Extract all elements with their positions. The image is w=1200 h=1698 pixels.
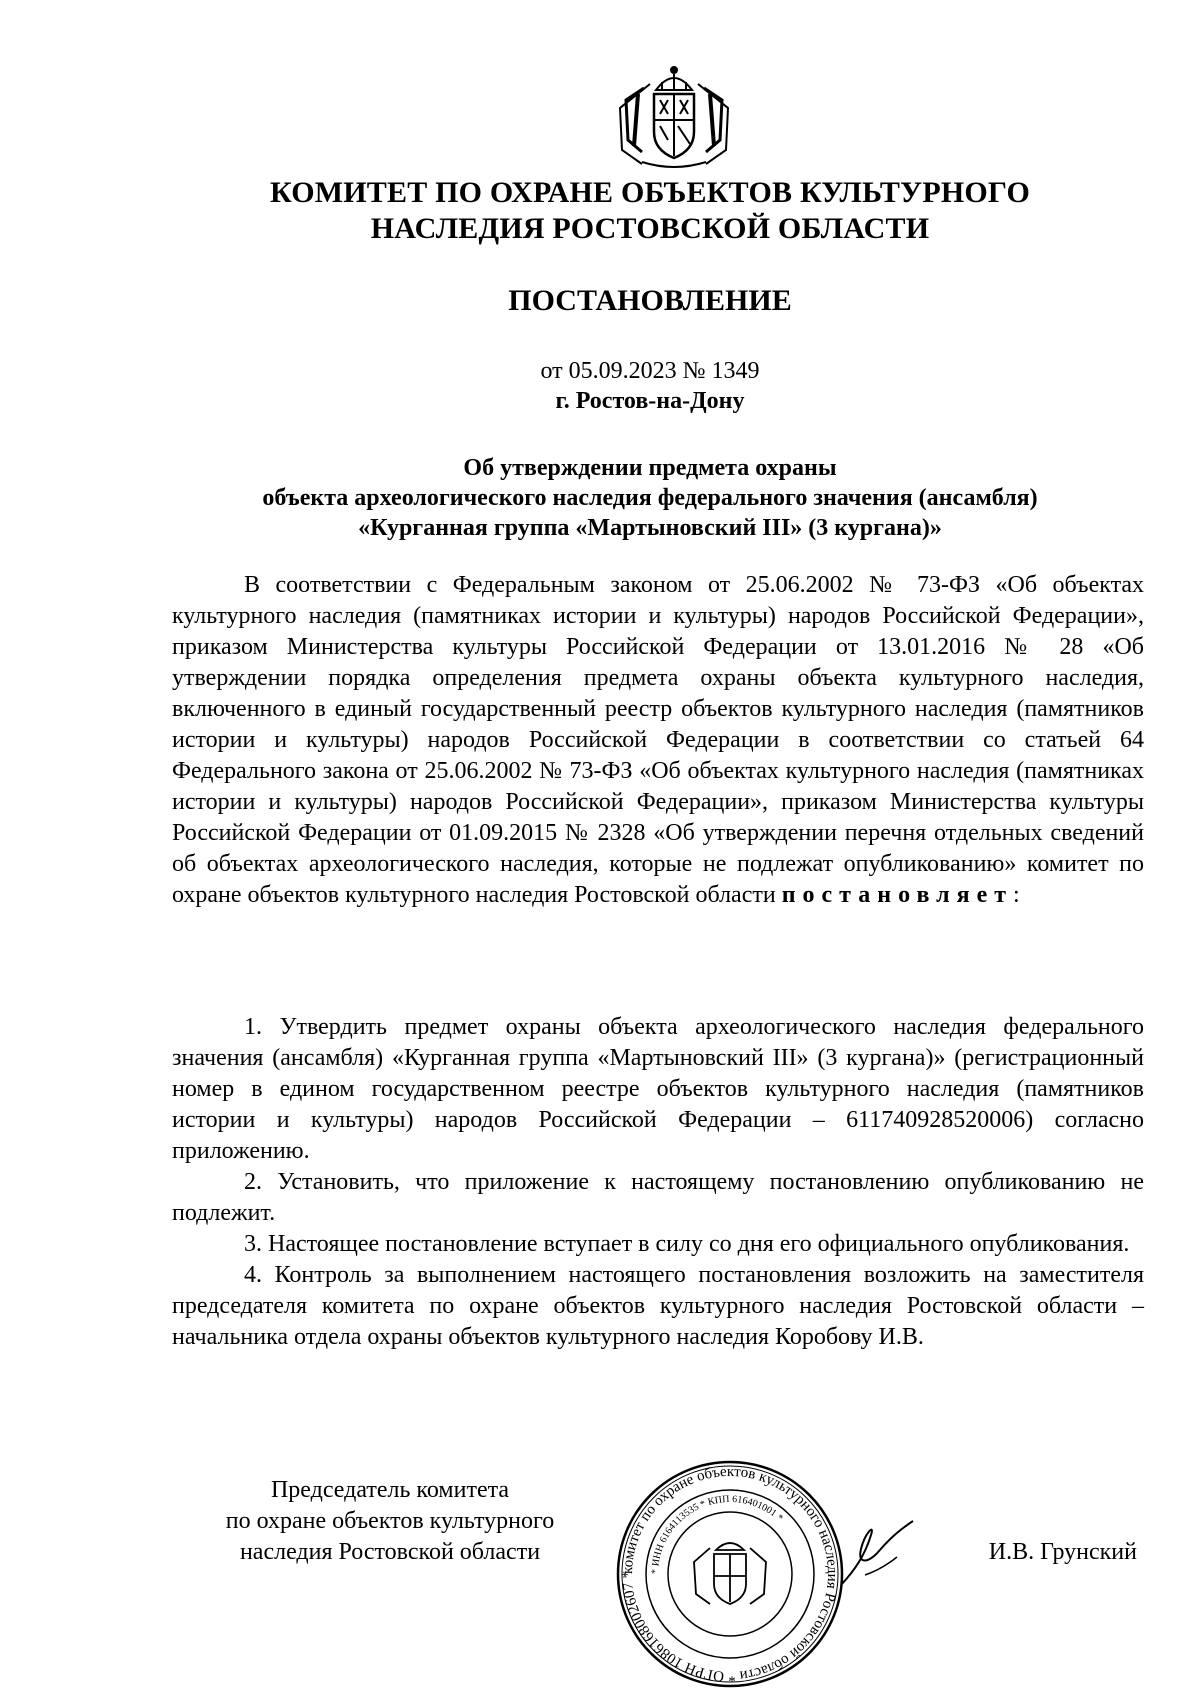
signer-name: И.В. Грунский — [988, 1539, 1137, 1565]
official-seal-icon — [614, 1458, 846, 1690]
decree-word: постановляет — [781, 882, 1014, 908]
subject-line-2: объекта археологического наследия федерального значения (ансамбля) — [262, 485, 1038, 511]
seal-outer-text: комитет по охране объектов культурного наследия Ростовской области * ОГРН 1086168002607 * — [619, 1463, 841, 1685]
organization-name-line-2: НАСЛЕДИЯ РОСТОВСКОЙ ОБЛАСТИ — [370, 212, 930, 245]
signer-title-line-3: наследия Ростовской области — [239, 1539, 541, 1565]
signer-title-line-2: по охране объектов культурного — [225, 1508, 555, 1534]
coat-of-arms-icon — [612, 60, 736, 172]
organization-name — [150, 175, 1150, 247]
preamble-text: В соответствии с Федеральным законом от 25.06.2002 № 73-ФЗ «Об объектах культурного наследия (памятниках истории и культуры) народов Российской Федерации», приказом Министерства культуры Российской Федерации от 13.01.2016 № 28 «Об утверждении порядка определения предмета охраны объекта культурного наследия, включенного в единый государственный реестр объектов культурного наследия (памятников истории и культуры) народов Российской Федерации в соответствии со статьей 64 Федерального закона от 25.06.2002 № 73-ФЗ «Об объектах культурного наследия (памятниках истории и культуры) народов Российской Федерации», приказом Министерства культуры Российской Федерации от 01.09.2015 № 2328 «Об утверждении перечня отдельных сведений об объектах археологического наследия, которые не подлежат опубликованию» комитет по охране объектов культурного наследия Ростовской области — [172, 572, 1144, 908]
subject-line-1: Об утверждении предмета охраны — [463, 455, 837, 481]
document-date-number: от 05.09.2023 № 1349 — [540, 358, 760, 384]
subject-line-3: «Курганная группа «Мартыновский III» (3 кургана)» — [358, 515, 942, 541]
organization-name-line-1: КОМИТЕТ ПО ОХРАНЕ ОБЪЕКТОВ КУЛЬТУРНОГО — [270, 176, 1030, 209]
resolution-item: 1. Утвердить предмет охраны объекта археологического наследия федерального значения (ансамбля) «Курганная группа «Мартыновский III» (3 кургана)» (регистрационный номер в едином государственном реестре объектов культурного наследия (памятников истории и культуры) народов Российской Федерации – 611740928520006) согласно приложению. — [172, 1014, 1144, 1164]
signer-title — [190, 1475, 590, 1568]
seal-inner-text: * ИНН 6164113535 * КПП 616401001 * — [649, 1493, 785, 1575]
preamble-paragraph — [172, 570, 1144, 911]
resolution-item: 3. Настоящее постановление вступает в силу со дня его официального опубликования. — [244, 1231, 1130, 1257]
document-place: г. Ростов-на-Дону — [555, 388, 745, 414]
resolution-item: 2. Установить, что приложение к настоящему постановлению опубликованию не подлежит. — [172, 1169, 1144, 1226]
handwritten-signature-icon — [835, 1515, 920, 1600]
document-subject — [150, 453, 1150, 543]
preamble-colon: : — [1013, 882, 1020, 908]
signer-title-line-1: Председатель комитета — [270, 1477, 510, 1503]
resolution-items — [172, 1012, 1144, 1353]
resolution-item: 4. Контроль за выполнением настоящего постановления возложить на заместителя председателя комитета по охране объектов культурного наследия Ростовской области – начальника отдела охраны объектов культурного наследия Коробову И.В. — [172, 1262, 1144, 1350]
document-type: ПОСТАНОВЛЕНИЕ — [508, 284, 792, 317]
preamble — [172, 570, 1144, 911]
